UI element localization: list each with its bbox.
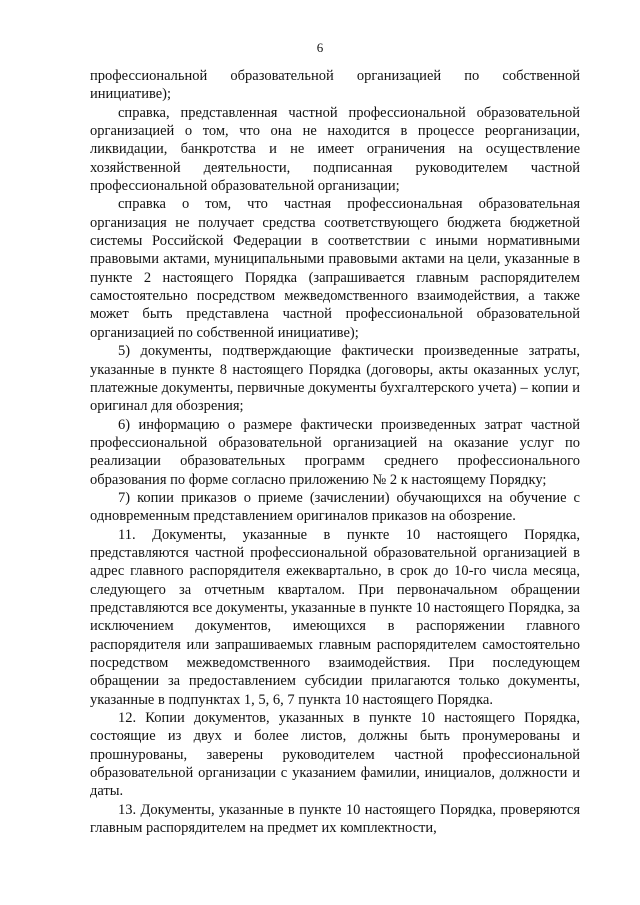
page-number: 6 [316,40,324,55]
paragraph: справка о том, что частная профессиональная образовательная организация не получает средства соответствующего бюджета бюджетной системы Российской Федерации в соответствии с иными нормативными правовыми актами, муниципальными правовыми актами на цели, указанные в пункте 2 настоящего Порядка (запрашивается главным распорядителем самостоятельно посредством межведомственного взаимодействия, а также может быть представлена частной профессиональной образовательной организацией по собственной инициативе); [90,196,580,341]
paragraph: 7) копии приказов о приеме (зачислении) обучающихся на обучение с одновременным представлением оригиналов приказов на обозрение. [90,489,580,525]
paragraph: 6) информацию о размере фактически произведенных затрат частной профессиональной образовательной организацией на оказание услуг по реализации образовательных программ среднего профессионального образования по форме согласно приложению № 2 к настоящему Порядку; [90,416,580,488]
paragraph: 5) документы, подтверждающие фактически произведенные затраты, указанные в пункте 8 настоящего Порядка (договоры, акты оказанных услуг, платежные документы, первичные документы бухгалтерского учета) – копии и оригинал для обозрения; [90,343,580,415]
paragraph: 12. Копии документов, указанных в пункте 10 настоящего Порядка, состоящие из двух и более листов, должны быть пронумерованы и прошнурованы, заверены руководителем частной профессиональной образовательной организации с указанием фамилии, инициалов, должности и даты. [90,710,580,800]
paragraph: 13. Документы, указанные в пункте 10 настоящего Порядка, проверяются главным распорядителем на предмет их комплектности, [90,801,580,837]
document-body [90,67,580,837]
paragraph: 11. Документы, указанные в пункте 10 настоящего Порядка, представляются частной профессиональной образовательной организацией в адрес главного распорядителя ежеквартально, в срок до 10-го числа месяца, следующего за отчетным кварталом. При первоначальном обращении представляются все документы, указанные в пункте 10 настоящего Порядка, за исключением документов, имеющихся в распоряжении главного распорядителя или запрашиваемых главным распорядителем самостоятельно посредством межведомственного взаимодействия. При последующем обращении за предоставлением субсидии прилагаются только документы, указанные в подпунктах 1, 5, 6, 7 пункта 10 настоящего Порядка. [90,526,580,708]
paragraph: справка, представленная частной профессиональной образовательной организацией о том, что она не находится в процессе реорганизации, ликвидации, банкротства и не имеет ограничения на осуществление хозяйственной деятельности, подписанная руководителем частной профессиональной образовательной организации; [90,104,580,195]
paragraph: профессиональной образовательной организацией по собственной инициативе); [90,68,580,103]
